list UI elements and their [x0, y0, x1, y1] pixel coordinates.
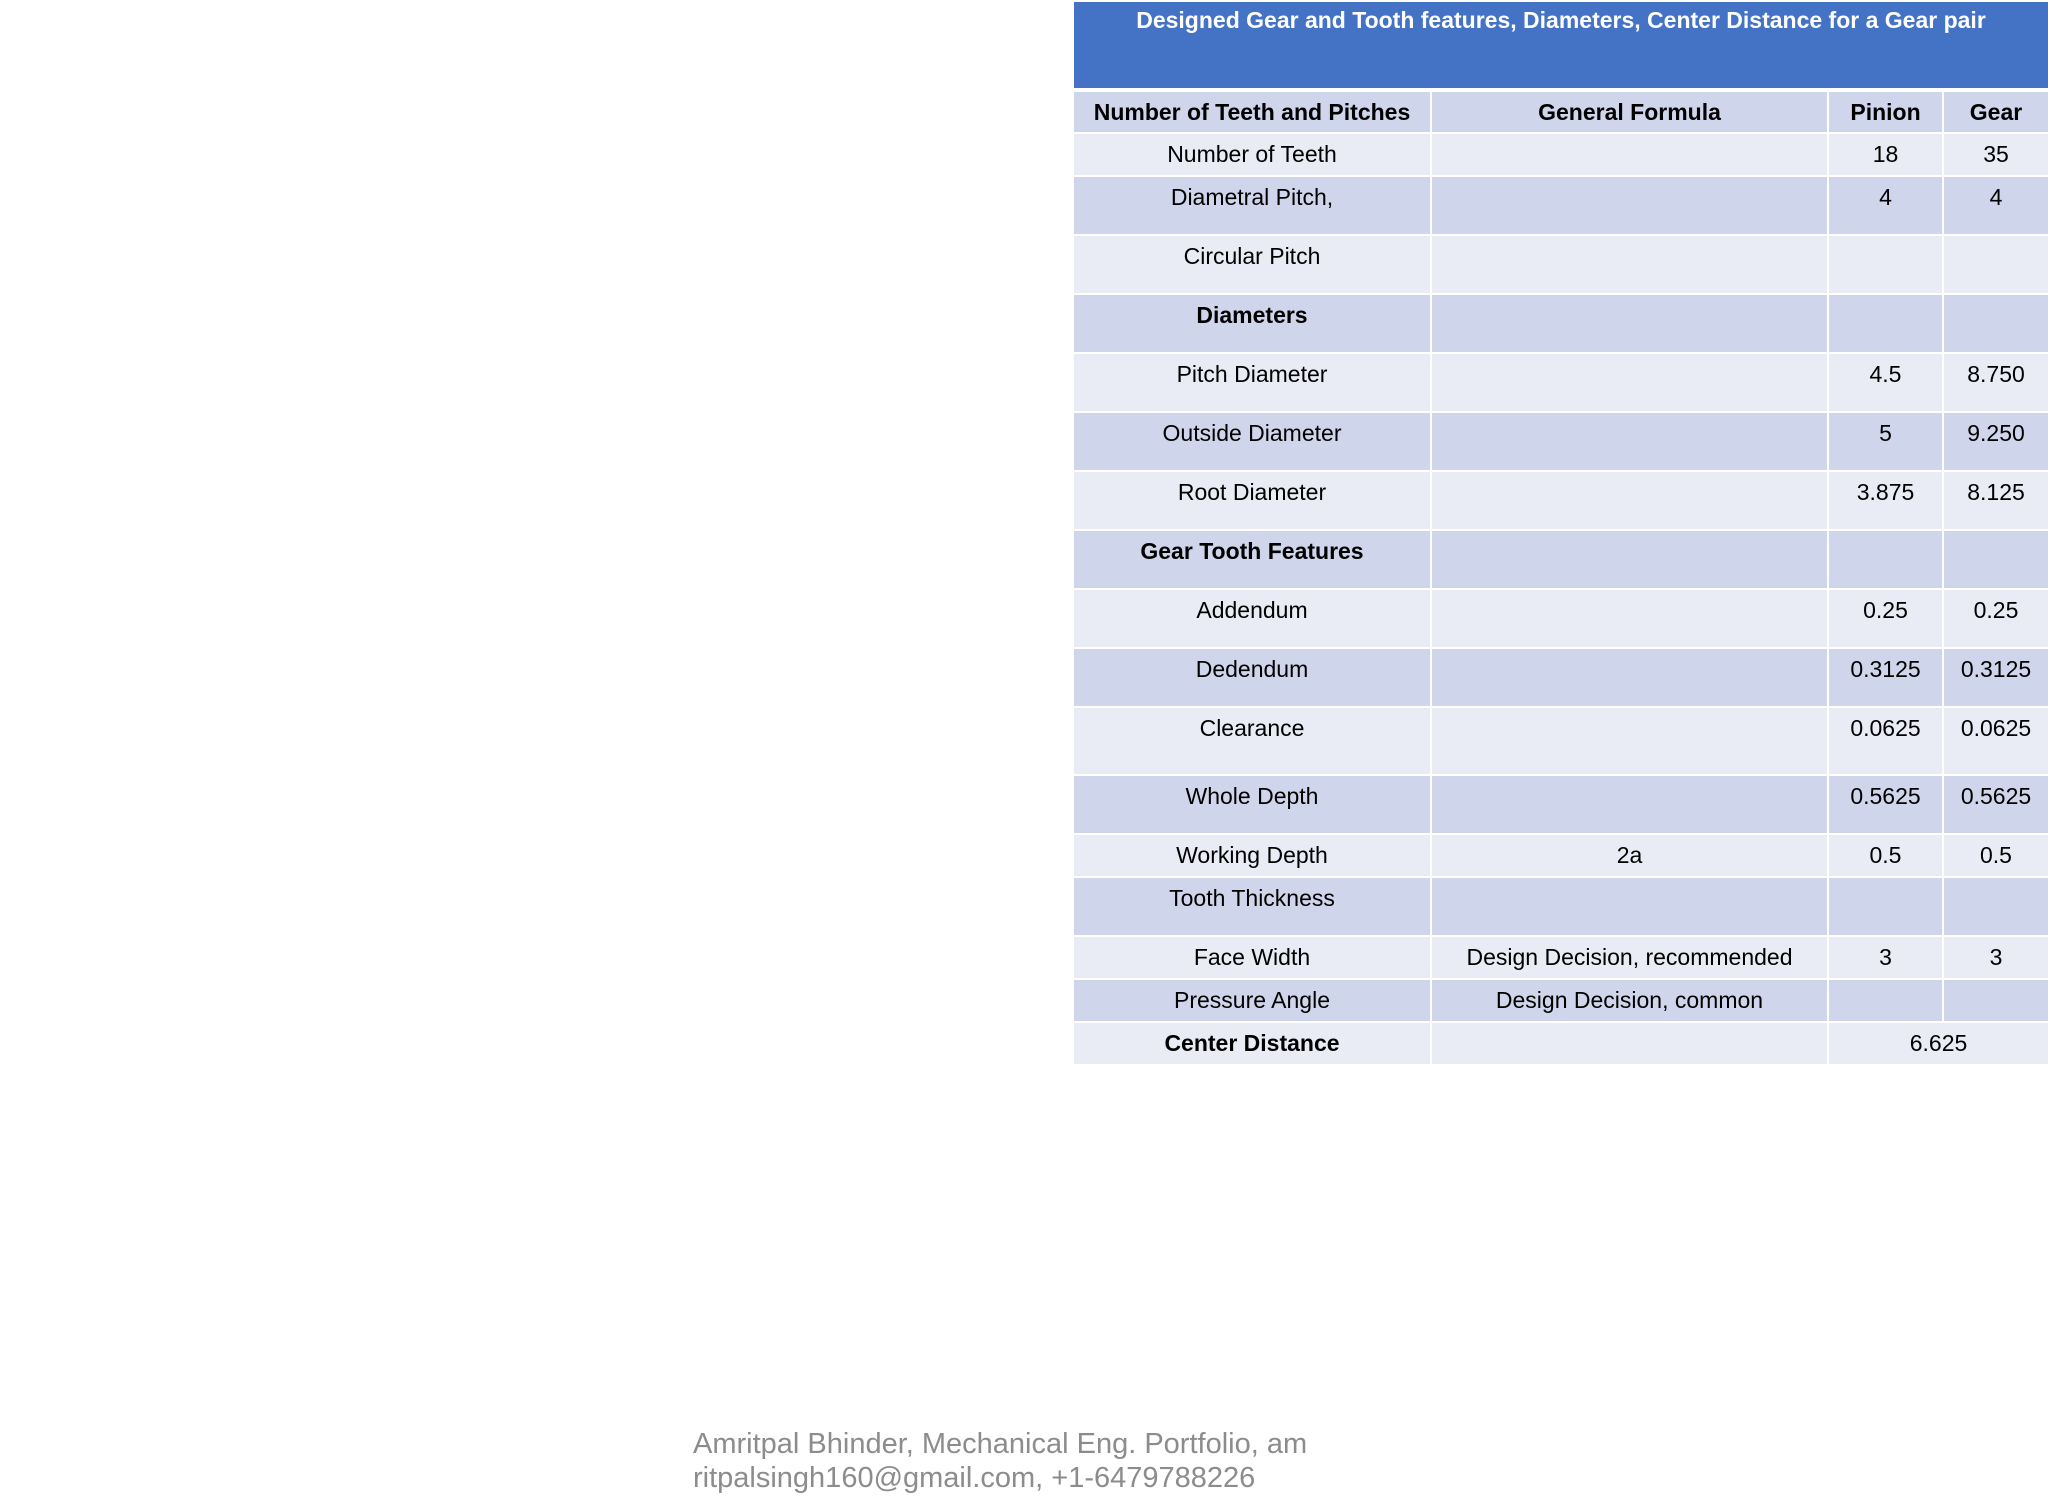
table-row-center-distance	[1073, 1022, 2048, 1065]
row-label: Tooth Thickness	[1073, 877, 1431, 936]
center-distance-formula	[1431, 1022, 1828, 1065]
row-formula	[1431, 775, 1828, 834]
table-row	[1073, 133, 2048, 176]
row-pinion-value: 0.0625	[1828, 707, 1943, 775]
header-pinion: Pinion	[1828, 90, 1943, 133]
row-pinion-value: 0.3125	[1828, 648, 1943, 707]
row-gear-value	[1943, 877, 2048, 936]
row-formula	[1431, 353, 1828, 412]
row-pinion-value	[1828, 530, 1943, 589]
table-row	[1073, 834, 2048, 877]
table-row	[1073, 877, 2048, 936]
row-formula: 2a	[1431, 834, 1828, 877]
row-pinion-value	[1828, 877, 1943, 936]
row-label: Whole Depth	[1073, 775, 1431, 834]
table-row-section	[1073, 530, 2048, 589]
table-row	[1073, 775, 2048, 834]
row-formula: Design Decision, recommended	[1431, 936, 1828, 979]
footer-line-1: Amritpal Bhinder, Mechanical Eng. Portfolio, am	[693, 1428, 1308, 1460]
row-formula: Design Decision, common	[1431, 979, 1828, 1022]
row-label: Number of Teeth	[1073, 133, 1431, 176]
table-row	[1073, 412, 2048, 471]
table-row	[1073, 176, 2048, 235]
gear-design-table	[1072, 0, 2048, 1066]
row-formula	[1431, 648, 1828, 707]
row-gear-value: 0.5	[1943, 834, 2048, 877]
row-formula	[1431, 877, 1828, 936]
header-gear: Gear	[1943, 90, 2048, 133]
table-row	[1073, 353, 2048, 412]
table-title: Designed Gear and Tooth features, Diameters, Center Distance for a Gear pair	[1073, 1, 2048, 90]
row-pinion-value: 0.5	[1828, 834, 1943, 877]
row-formula	[1431, 176, 1828, 235]
row-label: Root Diameter	[1073, 471, 1431, 530]
row-formula	[1431, 133, 1828, 176]
section-label-gear-tooth-features: Gear Tooth Features	[1073, 530, 1431, 589]
row-gear-value: 0.3125	[1943, 648, 2048, 707]
row-formula	[1431, 707, 1828, 775]
row-pinion-value	[1828, 294, 1943, 353]
row-pinion-value: 3	[1828, 936, 1943, 979]
row-label: Clearance	[1073, 707, 1431, 775]
row-gear-value	[1943, 979, 2048, 1022]
row-formula	[1431, 412, 1828, 471]
row-pinion-value: 4.5	[1828, 353, 1943, 412]
row-label: Addendum	[1073, 589, 1431, 648]
row-pinion-value	[1828, 235, 1943, 294]
row-pinion-value: 0.25	[1828, 589, 1943, 648]
row-label: Pressure Angle	[1073, 979, 1431, 1022]
footer-credit	[693, 1427, 1413, 1495]
row-label: Circular Pitch	[1073, 235, 1431, 294]
section-label-diameters: Diameters	[1073, 294, 1431, 353]
row-gear-value: 0.5625	[1943, 775, 2048, 834]
table-row	[1073, 648, 2048, 707]
row-label: Face Width	[1073, 936, 1431, 979]
row-pinion-value: 18	[1828, 133, 1943, 176]
table-row	[1073, 707, 2048, 775]
table-row	[1073, 589, 2048, 648]
row-gear-value: 8.125	[1943, 471, 2048, 530]
row-gear-value: 4	[1943, 176, 2048, 235]
row-pinion-value	[1828, 979, 1943, 1022]
header-parameter: Number of Teeth and Pitches	[1073, 90, 1431, 133]
row-gear-value: 3	[1943, 936, 2048, 979]
table-row	[1073, 979, 2048, 1022]
row-label: Working Depth	[1073, 834, 1431, 877]
row-gear-value	[1943, 530, 2048, 589]
table-row	[1073, 235, 2048, 294]
row-gear-value: 35	[1943, 133, 2048, 176]
row-formula	[1431, 294, 1828, 353]
row-label: Outside Diameter	[1073, 412, 1431, 471]
row-formula	[1431, 235, 1828, 294]
table-row	[1073, 936, 2048, 979]
row-label: Dedendum	[1073, 648, 1431, 707]
center-distance-label: Center Distance	[1073, 1022, 1431, 1065]
row-formula	[1431, 530, 1828, 589]
row-gear-value	[1943, 235, 2048, 294]
row-formula	[1431, 471, 1828, 530]
center-distance-value: 6.625	[1828, 1022, 2048, 1065]
row-pinion-value: 4	[1828, 176, 1943, 235]
row-gear-value	[1943, 294, 2048, 353]
row-label: Diametral Pitch,	[1073, 176, 1431, 235]
header-formula: General Formula	[1431, 90, 1828, 133]
row-gear-value: 9.250	[1943, 412, 2048, 471]
table-row-section	[1073, 294, 2048, 353]
row-gear-value: 8.750	[1943, 353, 2048, 412]
table-row	[1073, 471, 2048, 530]
row-pinion-value: 3.875	[1828, 471, 1943, 530]
row-pinion-value: 0.5625	[1828, 775, 1943, 834]
row-gear-value: 0.25	[1943, 589, 2048, 648]
footer-line-2: ritpalsingh160@gmail.com, +1-6479788226	[693, 1462, 1256, 1494]
row-label: Pitch Diameter	[1073, 353, 1431, 412]
row-gear-value: 0.0625	[1943, 707, 2048, 775]
row-pinion-value: 5	[1828, 412, 1943, 471]
row-formula	[1431, 589, 1828, 648]
